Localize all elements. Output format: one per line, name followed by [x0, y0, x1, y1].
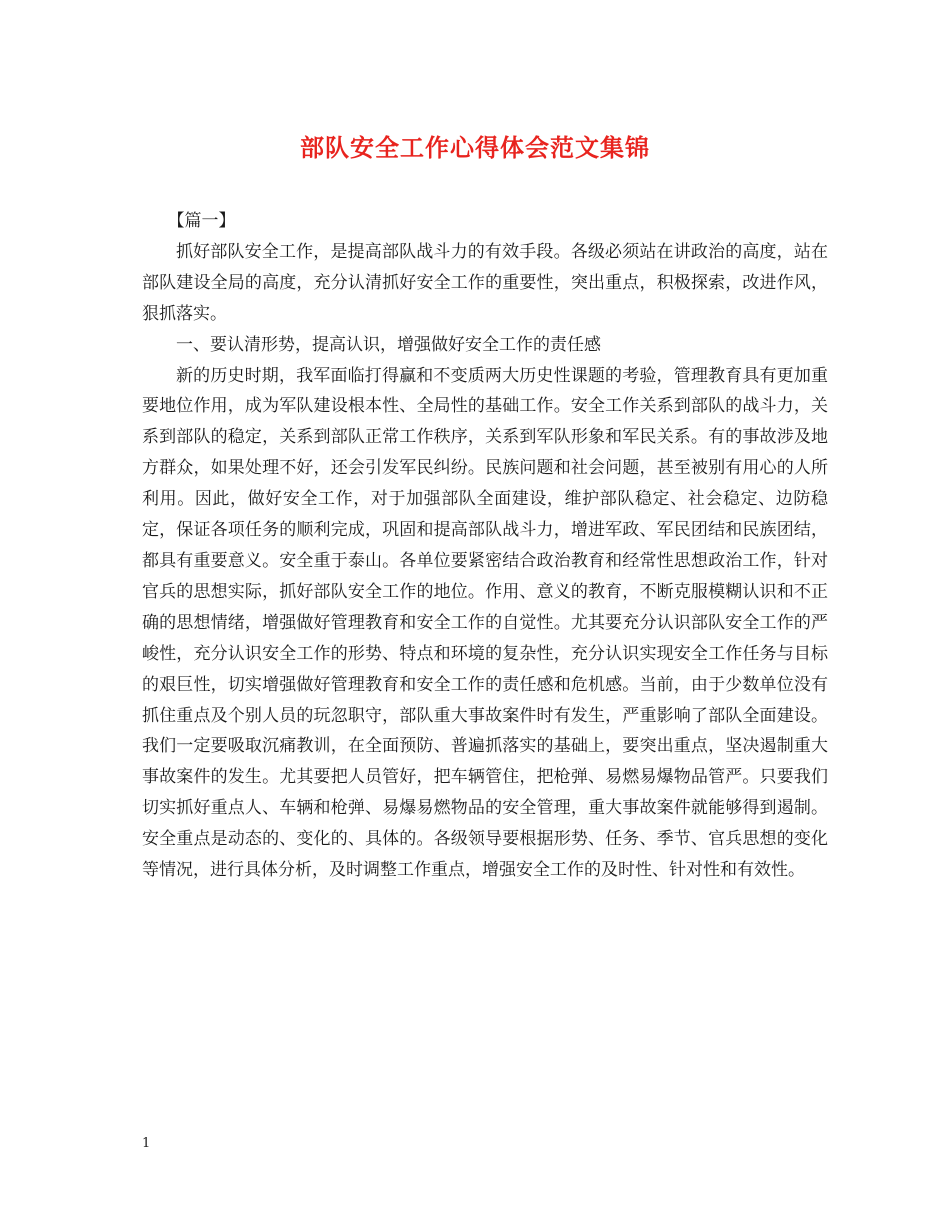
- document-title: 部队安全工作心得体会范文集锦: [300, 133, 650, 162]
- paragraph-intro: 抓好部队安全工作，是提高部队战斗力的有效手段。各级必须站在讲政治的高度，站在部队建设全局的高度，充分认清抓好安全工作的重要性，突出重点，积极探索，改进作风，狠抓落实。: [142, 241, 828, 324]
- section-label: 【篇一】: [167, 211, 236, 231]
- paragraph-main: 新的历史时期，我军面临打得赢和不变质两大历史性课题的考验，管理教育具有更加重要地位作用，成为军队建设根本性、全局性的基础工作。安全工作关系到部队的战斗力，关系到部队的稳定，关系到部队正常工作秩序，关系到军队形象和军民关系。有的事故涉及地方群众，如果处理不好，还会引发军民纠纷。民族问题和社会问题，甚至被别有用心的人所利用。因此，做好安全工作，对于加强部队全面建设，维护部队稳定、社会稳定、边防稳定，保证各项任务的顺利完成，巩固和提高部队战斗力，增进军政、军民团结和民族团结，都具有重要意义。安全重于泰山。各单位要紧密结合政治教育和经常性思想政治工作，针对官兵的思想实际，抓好部队安全工作的地位。作用、意义的教育，不断克服模糊认识和不正确的思想情绪，增强做好管理教育和安全工作的自觉性。尤其要充分认识部队安全工作的严峻性，充分认识安全工作的形势、特点和环境的复杂性，充分认识实现安全工作任务与目标的艰巨性，切实增强做好管理教育和安全工作的责任感和危机感。当前，由于少数单位没有抓住重点及个别人员的玩忽职守，部队重大事故案件时有发生，严重影响了部队全面建设。我们一定要吸取沉痛教训，在全面预防、普遍抓落实的基础上，要突出重点，坚决遏制重大事故案件的发生。尤其要把人员管好，把车辆管住，把枪弹、易燃易爆物品管严。只要我们切实抓好重点人、车辆和枪弹、易爆易燃物品的安全管理，重大事故案件就能够得到遏制。安全重点是动态的、变化的、具体的。各级领导要根据形势、任务、季节、官兵思想的变化等情况，进行具体分析，及时调整工作重点，增强安全工作的及时性、针对性和有效性。: [142, 365, 828, 881]
- section-heading: 一、要认清形势，提高认识，增强做好安全工作的责任感: [176, 334, 601, 355]
- document-body: [142, 206, 828, 886]
- page-number: 1: [142, 1136, 151, 1151]
